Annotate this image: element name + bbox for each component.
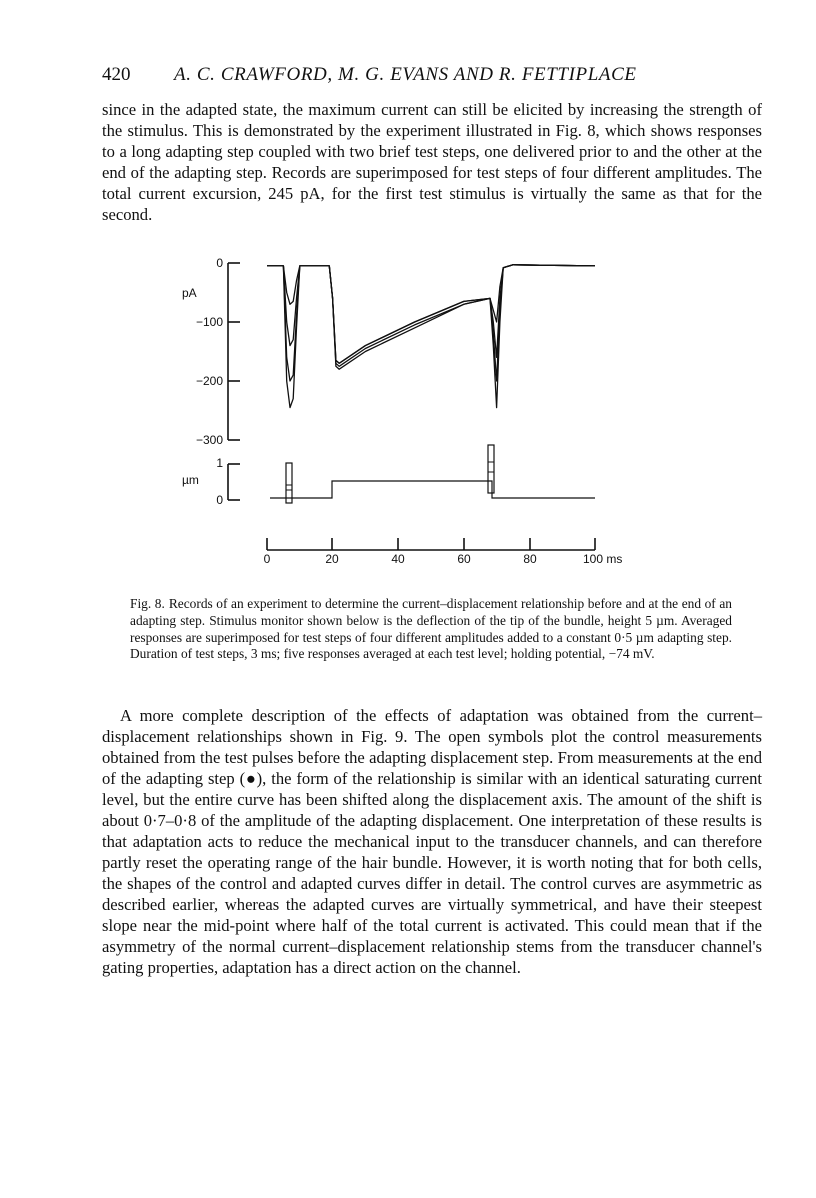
body-paragraph-1: since in the adapted state, the maximum current can still be elicited by increasing the strength of the stimulus. This is demonstrated by the experiment illustrated in Fig. 8, which shows responses to a long adapting step coupled with two brief test steps, one delivered prior to and the other at the end of the adapting step. Records are superimposed for test steps of four different amplitudes. The total current excursion, 245 pA, for the first test stimulus is virtually the same as that for the second.: [102, 100, 762, 224]
current-tick-100: −100: [195, 315, 223, 329]
caption-label: Fig. 8.: [130, 596, 165, 611]
current-trace-3: [267, 265, 595, 381]
time-tick-40: 40: [391, 552, 405, 566]
current-trace-4: [267, 265, 595, 408]
figure-8: [170, 250, 650, 568]
stimulus-trace: [270, 481, 595, 498]
body-paragraph-2: A more complete description of the effects of adaptation was obtained from the current–displacement relationships shown in Fig. 9. The open symbols plot the control measurements obtained from the test pulses before the adapting displacement step. From measurements at the end of the adapting step (●), the form of the relationship is similar with an identical saturating current level, but the entire curve has been shifted along the displacement axis. The amount of the shift is about 0·7–0·8 of the amplitude of the adapting displacement. One interpretation of these results is that adaptation acts to reduce the mechanical input to the transducer channels, and can therefore partly reset the operating range of the hair bundle. However, it is worth noting that for both cells, the shapes of the control and adapted curves differ in detail. The control curves are asymmetric as described earlier, whereas the adapted curves are virtually symmetrical, and have their steepest slope near the mid-point where half of the total current is activated. This could mean that if the asymmetry of the normal current–displacement relationship stems from the transducer channel's gating properties, adaptation has a direct action on the channel.: [102, 706, 762, 977]
time-tick-100: 100 ms: [583, 552, 623, 566]
current-tick-0: 0: [216, 256, 223, 270]
time-axis: [264, 538, 623, 566]
displacement-tick-1: 1: [216, 456, 223, 470]
time-tick-20: 20: [325, 552, 339, 566]
displacement-axis: [182, 456, 240, 507]
displacement-tick-0: 0: [216, 493, 223, 507]
current-tick-200: −200: [195, 374, 223, 388]
time-tick-0: 0: [263, 552, 271, 566]
time-tick-60: 60: [457, 552, 471, 566]
test-pulse-bracket-2: [488, 445, 494, 493]
current-traces: [267, 265, 595, 408]
current-tick-300: −300: [195, 433, 223, 447]
page-number: 420: [102, 64, 131, 85]
time-tick-80: 80: [523, 552, 537, 566]
current-unit-label: pA: [182, 286, 197, 300]
current-trace-2: [267, 265, 595, 364]
displacement-unit-label: µm: [182, 473, 199, 487]
test-pulse-bracket-1: [286, 463, 292, 503]
running-head: A. C. CRAWFORD, M. G. EVANS AND R. FETTIPLACE: [174, 64, 637, 85]
page-header: [102, 64, 762, 88]
stimulus-monitor: [270, 445, 595, 503]
caption-text: Records of an experiment to determine the current–displacement relationship before and at the end of an adapting step. Stimulus monitor shown below is the deflection of the tip of the bundle, height 5 µm. Averaged responses are superimposed for test steps of four different amplitudes added to a constant 0·5 µm adapting step. Duration of test steps, 3 ms; five responses averaged at each test level; holding potential, −74 mV.: [130, 596, 732, 662]
figure-caption: [130, 596, 732, 663]
current-axis: [182, 256, 240, 447]
current-trace-1: [267, 265, 595, 364]
